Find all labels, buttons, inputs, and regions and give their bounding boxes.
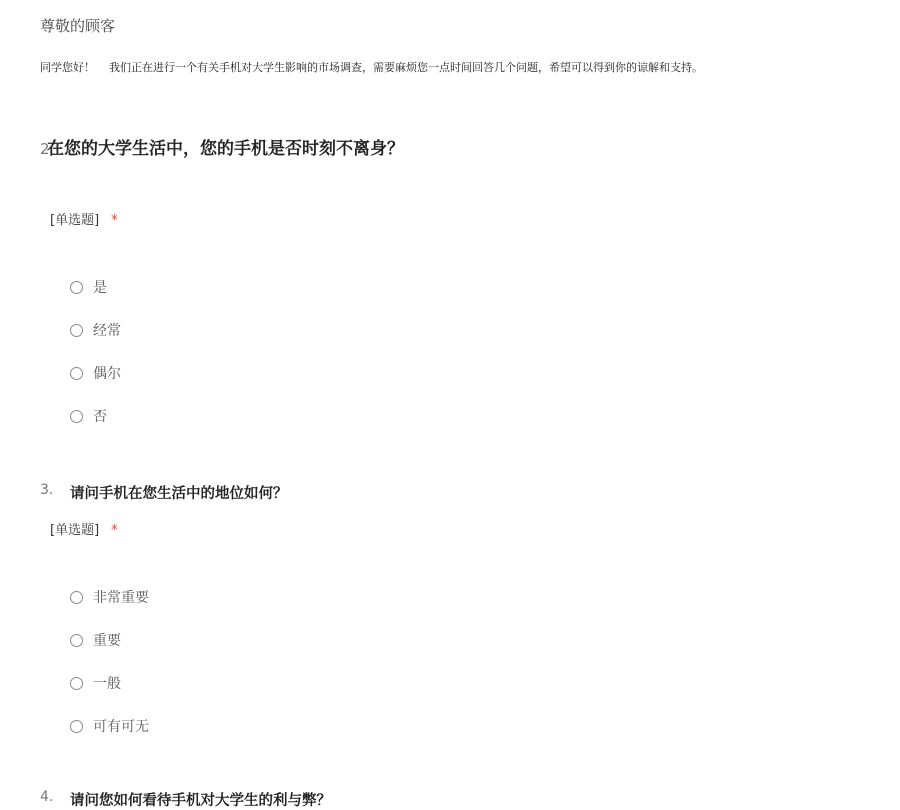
option-label: 可有可无 — [93, 719, 149, 735]
radio-button[interactable] — [70, 720, 83, 733]
question-2-text: 在您的大学生活中，您的手机是否时刻不离身？ — [47, 139, 404, 159]
q3-option-keyou-kewu[interactable] — [70, 717, 149, 735]
question-2-number: 2 — [40, 140, 50, 158]
q3-option-zhongyao[interactable] — [70, 631, 121, 649]
question-3-type — [50, 519, 118, 538]
radio-button[interactable] — [70, 367, 83, 380]
radio-button[interactable] — [70, 281, 83, 294]
question-3-title: 请问手机在您生活中的地位如何？ — [70, 485, 288, 502]
radio-button[interactable] — [70, 677, 83, 690]
option-label: 非常重要 — [93, 590, 149, 606]
survey-intro-text: 同学您好！ 我们正在进行一个有关手机对大学生影响的市场调查，需要麻烦您一点时间回答几个问题，希望可以得到你的谅解和支持。 — [40, 61, 703, 74]
option-label: 偶尔 — [93, 366, 121, 382]
q2-option-jingchang[interactable] — [70, 321, 121, 339]
option-label: 是 — [93, 280, 107, 296]
q2-option-shi[interactable] — [70, 278, 107, 296]
option-label: 否 — [93, 409, 107, 425]
question-3-number: 3. — [40, 482, 54, 498]
option-label: 经常 — [93, 323, 121, 339]
question-type-label: [单选题] — [50, 213, 100, 228]
required-mark: * — [111, 523, 118, 538]
q2-option-ouer[interactable] — [70, 364, 121, 382]
question-type-label: [单选题] — [50, 523, 100, 538]
q3-option-yiban[interactable] — [70, 674, 121, 692]
option-label: 一般 — [93, 676, 121, 692]
question-4-title: 请问您如何看待手机对大学生的利与弊？ — [70, 792, 331, 809]
option-label: 重要 — [93, 633, 121, 649]
q3-option-feichang-zhongyao[interactable] — [70, 588, 149, 606]
question-2-title — [40, 134, 404, 159]
radio-button[interactable] — [70, 410, 83, 423]
radio-button[interactable] — [70, 634, 83, 647]
radio-button[interactable] — [70, 324, 83, 337]
required-mark: * — [111, 213, 118, 228]
page-header-title: 尊敬的顾客 — [40, 17, 116, 35]
radio-button[interactable] — [70, 591, 83, 604]
q2-option-fou[interactable] — [70, 407, 107, 425]
question-4-number: 4. — [40, 789, 54, 805]
question-2-type — [50, 209, 118, 228]
